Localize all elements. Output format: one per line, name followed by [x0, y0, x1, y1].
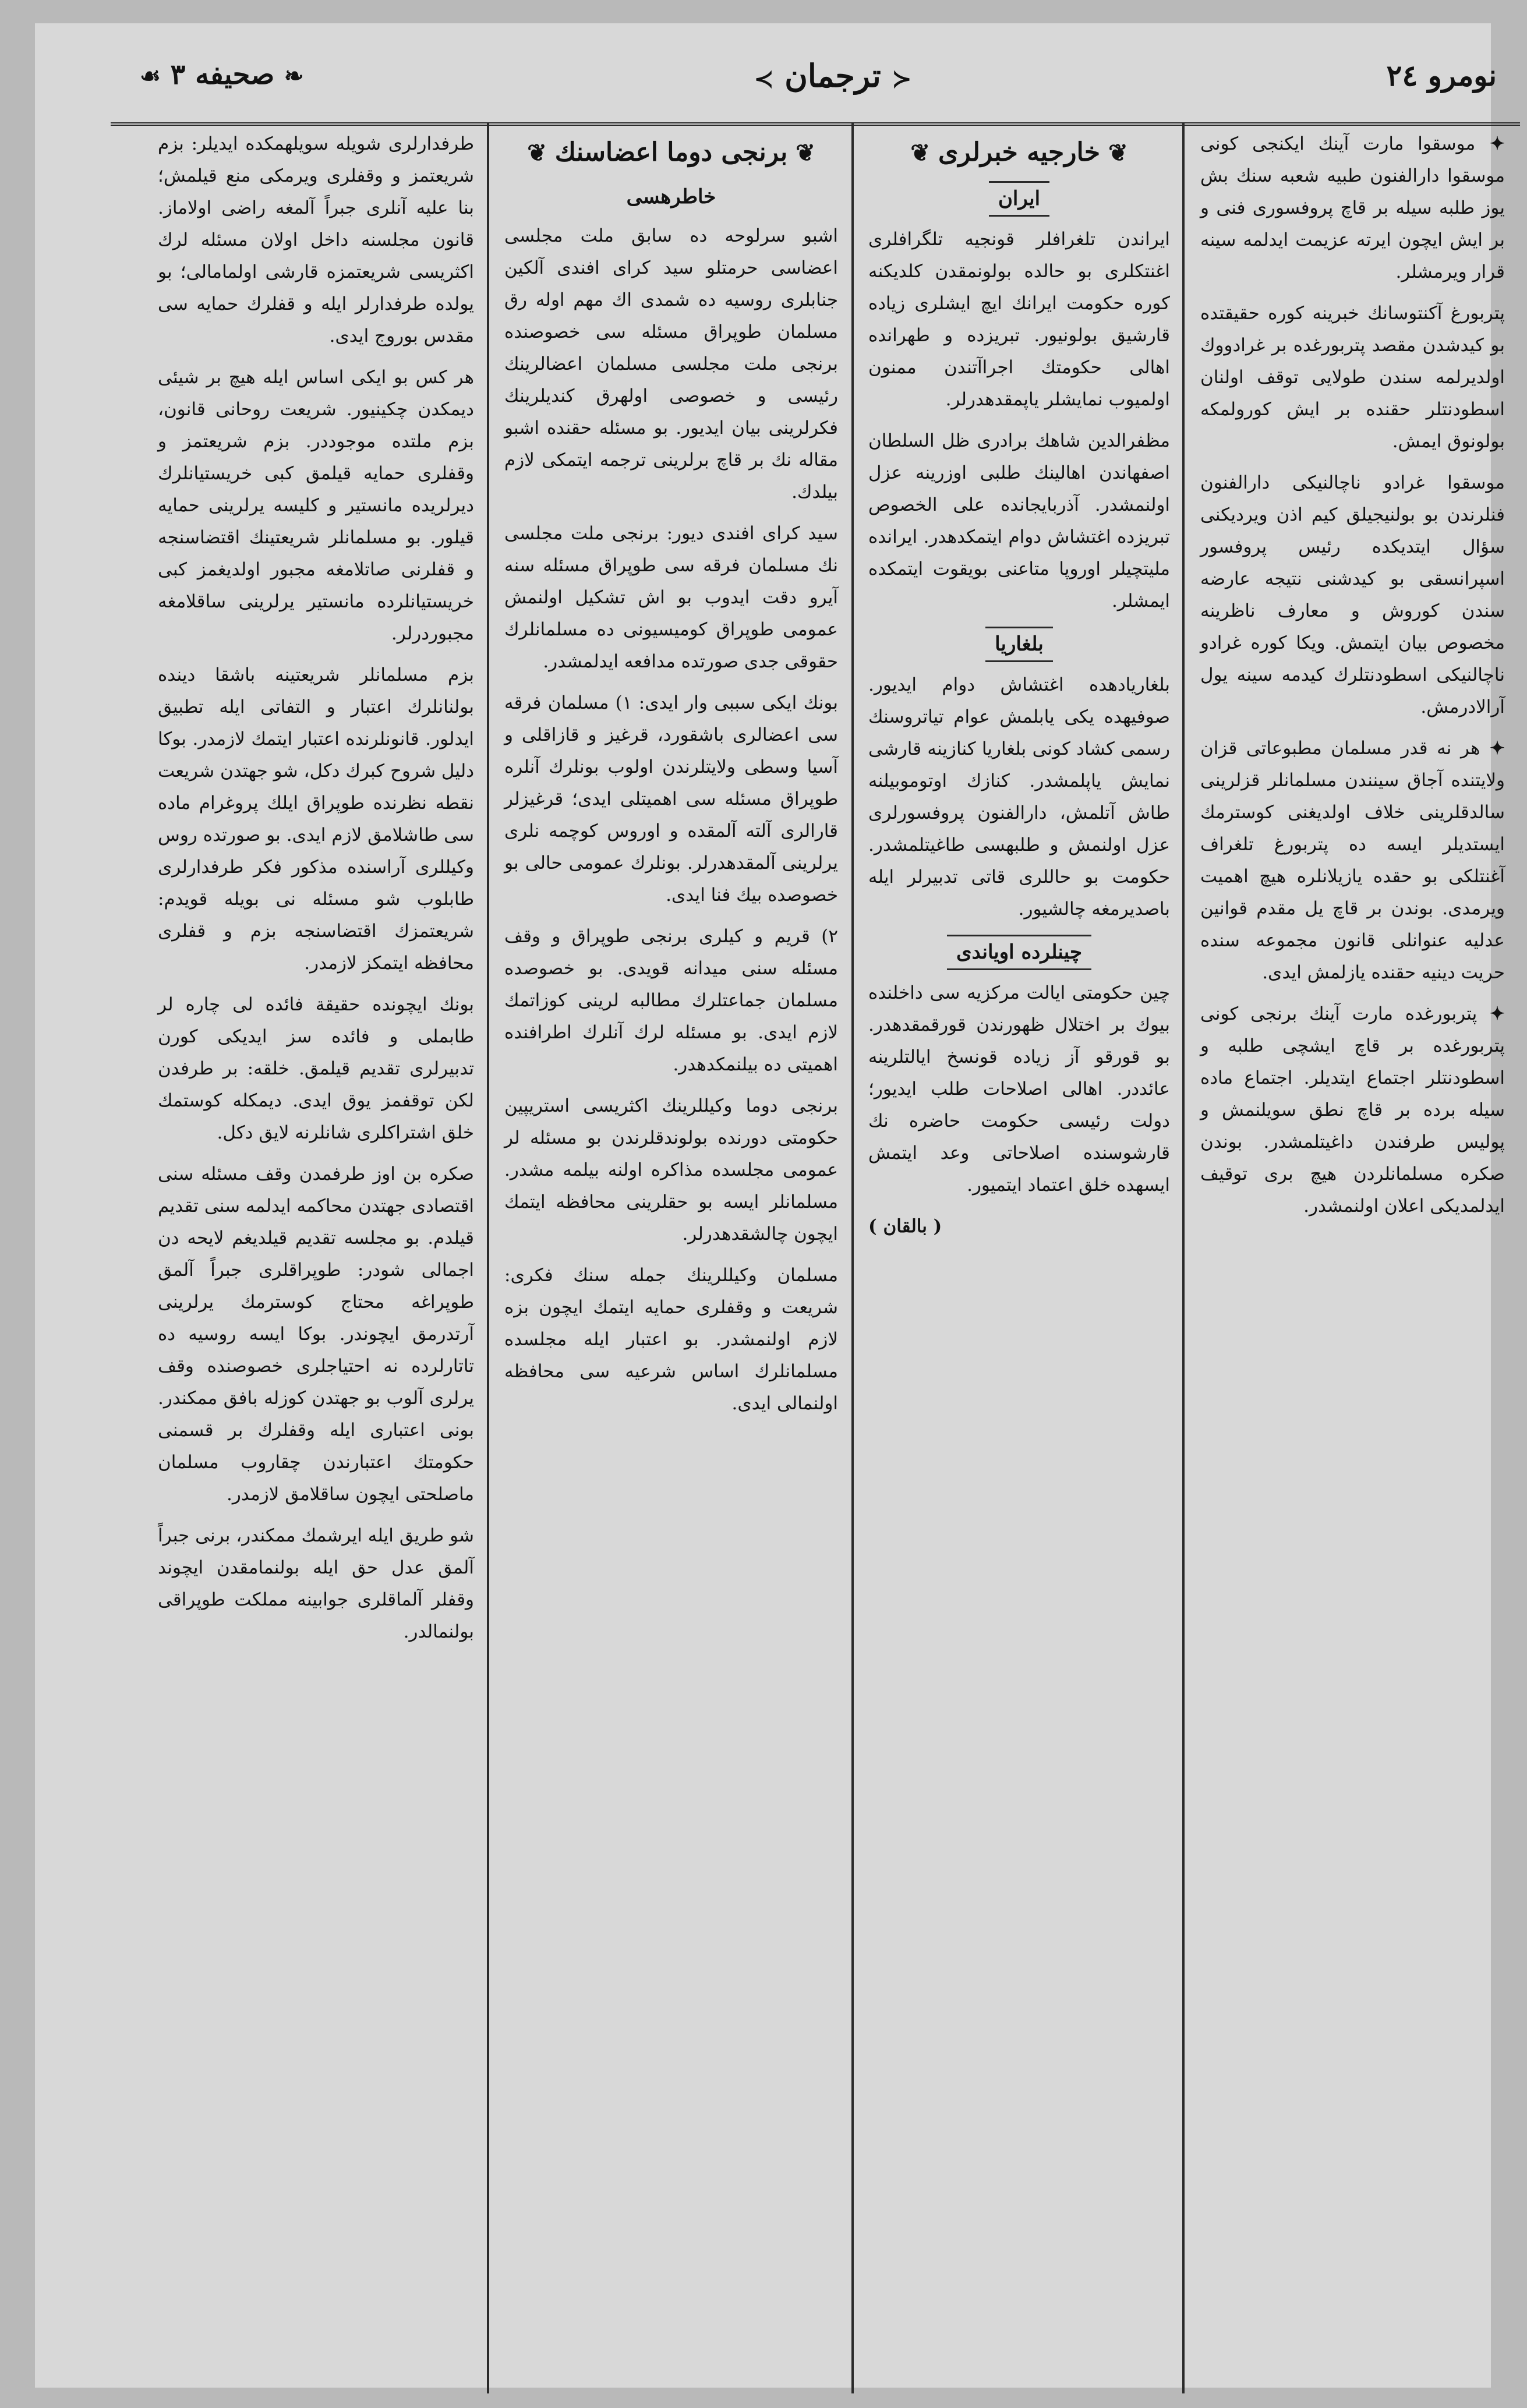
news-paragraph: چين حكومتى ايالت مركزيه سى داخلنده بيوك بر اختلال ظهورندن قورقمقدهدر. بو قورقو آز زياده قونسخ ايالتلرينه عائددر. اهالى اصلاحات طلب ايديور؛ دولت رئيسى حكومت حاضره نك قارشوسنده اصلاحاتى وعد ايتمش ايسهده خلق اعتماد ايتميور.	[868, 982, 1170, 1196]
article-paragraph: صكره بن اوز طرفمدن وقف مسئله سنى اقتصادى جهتدن محاكمه ايدلمه سنى تقديم قيلدم. بو مجلسه تقديم قيلديغم لايحه دن اجمالى شودر: طوپراقلرى جبراً آلمق طوپراغه محتاج كوسترمك يرلرينى آرتدرمق ايچوندر. بوكا ايسه روسيه ده تاتارلرده نه احتياجلرى خصوصنده وقف يرلرى آلوب بو جهتدن كوزله بافق ممكندر. بونى اعتبارى ايله وقفلرك بر قسمنى حكومتك اعتبارندن چقاروب مسلمان ماصلحتى ايچون ساقلامق لازمدر.	[158, 1164, 474, 1505]
news-paragraph: بلغاريادهده اغتشاش دوام ايديور. صوفيهده يكى يابلمش عوام تياتروسنك رسمى كشاد كونى بلغاريا كنازينه قارشى نمايش ياپلمشدر. كنازك اوتوموبيلنه طاش آتلمش، دارالفنون پروفسورلرى عزل اولنمش و طلبهسى طاغيتلمشدر. حكومت بو حاللرى قاتى تدبيرلر ايله باصديرمغه چالشيور.	[868, 674, 1170, 920]
news-paragraph: ✦ پتربورغده مارت آينك برنجى كونى پتربورغده بر قاچ ايشچى طلبه و اسطودنتلر اجتماع ايتديلر. اجتماع ماده سيله برده بر قاچ نطق سويلنمش و پوليس طرفندن داغيتلمشدر. بوندن صكره مسلمانلردن هيچ برى توقيف ايدلمديكى اعلان اولنمشدر.	[1200, 1003, 1505, 1217]
news-paragraph: پتربورغ آكنتوسانك خبرينه كوره حقيقتده بو كيدشدن مقصد پتربورغده بر غرادووك اولديرلمه سندن طولايى توقف اولنان اسطودنتلر حقنده بر ايش كورولمكه بولونوق ايمش.	[1200, 303, 1505, 452]
ornament-icon: ☙	[140, 62, 161, 90]
article-paragraph: بونك ايكى سببى وار ايدى: ١) مسلمان فرقه سى اعضالرى باشقورد، قرغيز و قازاقلى و آسيا وسطى ولايتلرندن اولوب بونلرك آنلره طوپراق مسئله سى اهميتلى ايدى؛ قرغيزلر قارالرى آلته آلمقده و اوروس كوچمه نلرى يرلرينى آلمقدهدرلر. بونلرك عمومى حالى بو خصوصده بيك فنا ايدى.	[504, 692, 838, 906]
ornament-icon: ❧	[284, 62, 304, 90]
news-paragraph: موسقوا غرادو ناچالنيكى دارالفنون فنلرندن بو بولنيجيلق كيم اذن ويرديكنى سؤال ايتديكده رئيس پروفسور اسپرانسقى بو كيدشنى نتيجه عارضه سندن كوروش و معارف ناظرينه مخصوص بيان ايتمش. ويكا كوره غرادو ناچالنيكى اسطودنتلرك كيدمه سينه يول آرالادرمش.	[1200, 472, 1505, 717]
column-news-briefs	[1185, 122, 1520, 2405]
ornament-icon: ❦	[1108, 139, 1128, 167]
newspaper-masthead: ≺ ترجمان ≻	[754, 57, 912, 94]
news-paragraph: ✦ موسقوا مارت آينك ايكنجى كونى موسقوا دارالفنون طبيه شعبه سنك بش يوز طلبه سيله بر قاچ پروفسورى فنى و بر ايش ايچون ايرته عزيمت ايدلمه سينه قرار ويرمشلر.	[1200, 133, 1505, 282]
article-paragraph: بونك ايچونده حقيقة فائده لى چاره لر طابملى و فائده سز ايديكى كورن تدبيرلرى تقديم قيلمق. خلقه: بر طرفدن لكن توقفمز يوق ايدى. ديمكله كوستمك خلق اشتراكلرى شانلرنه لايق دكل.	[158, 994, 474, 1143]
ornament-icon: ❦	[910, 139, 930, 167]
article-paragraph: برنجى دوما وكيللرينك اكثريسى استريپين حكومتى دورنده بولوندقلرندن بو مسئله لر عمومى مجلسده مذاكره اولنه بيلمه مشدر. مسلمانلر ايسه بو حقلرينى محافظه ايتمك ايچون چالشقدهدرلر.	[504, 1095, 838, 1244]
subheading-china: چينلرده اوياندى	[868, 935, 1170, 970]
newspaper-page	[35, 23, 1505, 2388]
column-duma-continued	[143, 122, 489, 2405]
article-paragraph: سيد كراى افندى ديور: برنجى ملت مجلسى نك مسلمان فرقه سى طوپراق مسئله سنه آيرو دقت ايدوب بو اش تشكيل اولنمش عمومى طوپراق كوميسيونى ده مسلمانلرك حقوقى جدى صورتده مدافعه ايدلمشدر.	[504, 523, 838, 672]
article-paragraph: بزم مسلمانلر شريعتينه باشقا دينده بولنانلرك اعتبار و التفاتى ايله تطبيق ايدلور. قانونلرنده اعتبار ايتمك لازمدر. بوكا دليل شروح كبرك دكل، شو جهتدن شريعت نقطه نظرنده طوپراق ايلك پروغرام ماده سى طاشلامق لازم ايدى. بو صورتده روس وكيللرى آراسنده مذكور فكر طرفدارلرى طابلوب شو مسئله نى بويله قويدم: شريعتمزك اقتضاسنجه بزم و قفلرى محافظه ايتمكز لازمدر.	[157, 664, 474, 974]
page-number: ❧ صحيفه ٣ ☙	[140, 58, 304, 91]
section-title: ❦برنجى دوما اعضاسنك❦	[527, 137, 815, 167]
ornament-icon: ≻	[754, 65, 774, 93]
article-paragraph: اشبو سرلوحه ده سابق ملت مجلسى اعضاسى حرمتلو سيد كراى افندى آلكين جنابلرى روسيه ده شمدى اك مهم اوله رق مسلمان طوپراق مسئله سى خصوصنده برنجى ملت مجلسى مسلمان اعضالرينك رئيسى و خصوصى اولهرق كنديلرينك فكرلرينى بيان ايديور. بو مسئله حقنده اشبو مقاله نك بر قاچ برلرينى ترجمه ايتمكى لازم بيلدك.	[504, 225, 838, 503]
bullet-icon: ✦	[1477, 1003, 1505, 1024]
column-duma-memoir	[489, 122, 853, 2405]
article-paragraph: هر كس بو ايكى اساس ايله هيچ بر شيئى ديمكدن چكينيور. شريعت روحانى قانون، بزم ملتده موجوددر. بزم شريعتمز و وقفلرى حمايه قيلمق كبى خريستيانلرك ديرلريده مانستير و كليسه يرلرينى حمايه قيلور. بو مسلمانلر شريعتينك اقتضاسنجه و قفلرنى صاتلامغه مجبور اولديغمز كبى خريستيانلرده مانستير يرلرينى ساقلامغه مجبوردرلر.	[158, 367, 474, 644]
bullet-icon: ✦	[1475, 133, 1505, 154]
subheading-bulgaria: بلغاريا	[868, 627, 1170, 662]
article-paragraph: شو طريق ايله ايرشمك ممكندر، برنى جبراً آلمق عدل حق ايله بولنمامقدن ايچوند وقفلر آلماقلرى جوابينه مملكت طوپراقى بولنمالدر.	[158, 1525, 474, 1642]
ornament-icon: ❦	[527, 139, 547, 167]
page-header	[111, 47, 1520, 126]
column-foreign-news	[853, 122, 1185, 2405]
article-paragraph: مسلمان وكيللرينك جمله سنك فكرى: شريعت و وقفلرى حمايه ايتمك ايچون بزه لازم اولنمشدر. بو اعتبار ايله مجلسده مسلمانلرك اساس شرعيه سى محافظه اولنمالى ايدى.	[504, 1265, 838, 1414]
article-paragraph: طرفدارلرى شويله سويلهمكده ايديلر: بزم شريعتمز و وقفلرى ويرمكى منع قيلمش؛ بنا عليه آنلرى جبراً آلمغه راضى اولاماز. قانون مجلسنه داخل اولان مسئله لرك اكثريسى شريعتمزه قارشى اولمامالى؛ بو يولده طرفدارلر ايله و قفلرك حمايه سى مقدس بوروج ايدى.	[158, 133, 474, 346]
ornament-icon: ≺	[892, 65, 912, 93]
issue-number: نومرو ٢٤	[1386, 58, 1497, 93]
news-paragraph: مظفرالدين شاهك برادرى ظل السلطان اصفهاندن اهالينك طلبى اوزرينه عزل اولنمشدر. آذربايجانده على الخصوص تبريزده اغتشاش دوام ايتمكدهدر. ايرانده مليتچيلر اوروپا متاعنى بويقوت ايتمكده ايمشلر.	[868, 430, 1170, 611]
article-subtitle: خاطرهسى	[626, 185, 716, 208]
subheading-iran: ايران	[868, 181, 1170, 217]
article-paragraph: ٢) قريم و كيلرى برنجى طوپراق و وقف مسئله سنى ميدانه قويدى. بو خصوصده مسلمان جماعتلرك مطالبه لرينى كوزاتمك لازم ايدى. بو مسئله لرك آنلرك اطرافنده اهميتى ده بيلنمكدهدر.	[504, 926, 838, 1075]
bullet-icon: ✦	[1480, 738, 1505, 759]
news-paragraph: ✦ هر نه قدر مسلمان مطبوعاتى قزان ولايتنده آجاق سينندن مسلمانلر قزلرينى سالدقلرينى خلاف اولديغنى كوسترمك ايستديلر ايسه ده پتربورغ تلغراف آغنتلكى بو حقده يازيلانلره هيچ اهميت ويرمدى. بوندن بر قاچ يل مقدم قوانين عدليه عنوانلى قانون مجموعه سنده حريت دينيه حقنده يازلمش ايدى.	[1200, 738, 1505, 983]
article-signoff: ( بالقان )	[868, 1216, 942, 1237]
ornament-icon: ❦	[796, 139, 815, 167]
news-paragraph: ايراندن تلغرافلر قونجيه تلگرافلرى اغنتكلرى بو حالده بولونمقدن كلديكنه كوره حكومت ايرانك ايچ ايشلرى زياده قارشيق بولونيور. تبريزده و طهرانده اهالى حكومتك اجراآتندن ممنون اولميوب نمايشلر ياپمقدهدرلر.	[868, 229, 1170, 410]
section-title: ❦خارجيه خبرلرى❦	[910, 137, 1128, 167]
